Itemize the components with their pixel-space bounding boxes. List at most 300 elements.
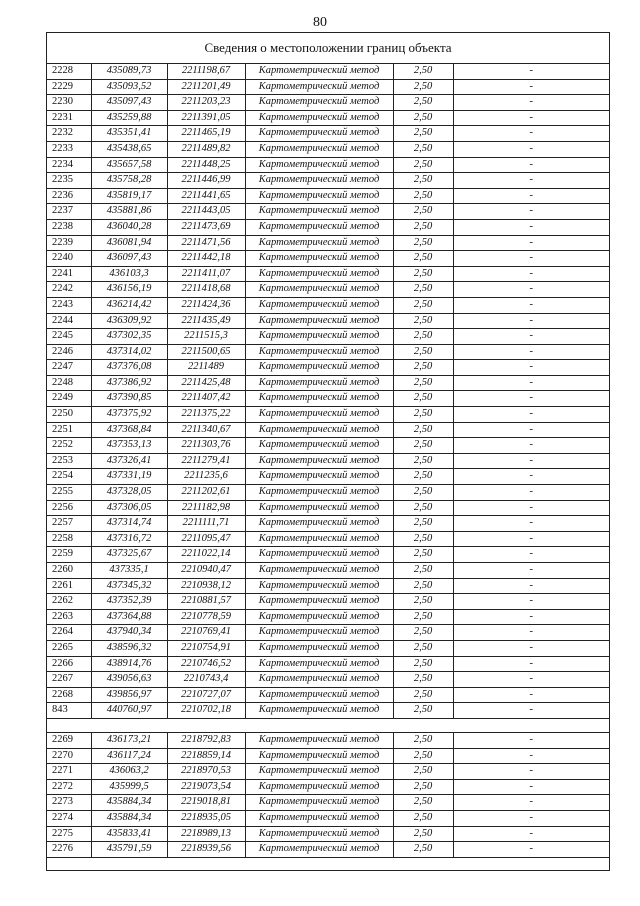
description-cell: - [453,609,609,625]
point-number-cell: 2239 [47,235,91,251]
description-cell: - [453,282,609,298]
accuracy-cell: 2,50 [393,703,453,719]
method-cell: Картометрический метод [245,344,393,360]
method-cell: Картометрический метод [245,79,393,95]
point-number-cell: 2259 [47,547,91,563]
y-coordinate-cell: 2211418,68 [167,282,245,298]
y-coordinate-cell: 2218792,83 [167,732,245,748]
table-row [47,157,609,173]
accuracy-cell: 2,50 [393,547,453,563]
x-coordinate-cell: 436214,42 [91,297,167,313]
point-number-cell: 2246 [47,344,91,360]
description-cell: - [453,422,609,438]
y-coordinate-cell: 2211202,61 [167,485,245,501]
x-coordinate-cell: 436081,94 [91,235,167,251]
y-coordinate-cell: 2211435,49 [167,313,245,329]
description-cell: - [453,563,609,579]
description-cell: - [453,141,609,157]
x-coordinate-cell: 437316,72 [91,531,167,547]
table-row [47,110,609,126]
accuracy-cell: 2,50 [393,625,453,641]
table-row [47,609,609,625]
table-row [47,391,609,407]
description-cell: - [453,110,609,126]
x-coordinate-cell: 440760,97 [91,703,167,719]
y-coordinate-cell: 2211500,65 [167,344,245,360]
point-number-cell: 2267 [47,672,91,688]
accuracy-cell: 2,50 [393,578,453,594]
y-coordinate-cell: 2211411,07 [167,266,245,282]
accuracy-cell: 2,50 [393,732,453,748]
y-coordinate-cell: 2218935,05 [167,810,245,826]
description-cell: - [453,391,609,407]
point-number-cell: 2237 [47,204,91,220]
accuracy-cell: 2,50 [393,282,453,298]
method-cell: Картометрический метод [245,329,393,345]
table-row [47,764,609,780]
description-cell: - [453,219,609,235]
table-row [47,732,609,748]
x-coordinate-cell: 436103,3 [91,266,167,282]
table-row [47,469,609,485]
table-row [47,173,609,189]
x-coordinate-cell: 435758,28 [91,173,167,189]
y-coordinate-cell: 2211442,18 [167,251,245,267]
point-number-cell: 2264 [47,625,91,641]
accuracy-cell: 2,50 [393,422,453,438]
x-coordinate-cell: 437331,19 [91,469,167,485]
x-coordinate-cell: 437328,05 [91,485,167,501]
point-number-cell: 2243 [47,297,91,313]
method-cell: Картометрический метод [245,375,393,391]
y-coordinate-cell: 2211391,05 [167,110,245,126]
method-cell: Картометрический метод [245,764,393,780]
x-coordinate-cell: 437302,35 [91,329,167,345]
description-cell: - [453,329,609,345]
accuracy-cell: 2,50 [393,810,453,826]
point-number-cell: 2269 [47,732,91,748]
method-cell: Картометрический метод [245,656,393,672]
point-number-cell: 2272 [47,779,91,795]
x-coordinate-cell: 437353,13 [91,438,167,454]
description-cell: - [453,251,609,267]
y-coordinate-cell: 2211424,36 [167,297,245,313]
accuracy-cell: 2,50 [393,157,453,173]
description-cell: - [453,235,609,251]
description-cell: - [453,842,609,858]
x-coordinate-cell: 438914,76 [91,656,167,672]
table-row [47,360,609,376]
y-coordinate-cell: 2211235,6 [167,469,245,485]
y-coordinate-cell: 2211182,98 [167,500,245,516]
y-coordinate-cell: 2210754,91 [167,640,245,656]
point-number-cell: 2240 [47,251,91,267]
y-coordinate-cell: 2211473,69 [167,219,245,235]
accuracy-cell: 2,50 [393,251,453,267]
table-row [47,779,609,795]
description-cell: - [453,173,609,189]
method-cell: Картометрический метод [245,485,393,501]
x-coordinate-cell: 437335,1 [91,563,167,579]
accuracy-cell: 2,50 [393,779,453,795]
table-row [47,188,609,204]
table-row [47,842,609,858]
accuracy-cell: 2,50 [393,360,453,376]
point-number-cell: 2268 [47,687,91,703]
method-cell: Картометрический метод [245,407,393,423]
y-coordinate-cell: 2211425,48 [167,375,245,391]
description-cell: - [453,266,609,282]
description-cell: - [453,748,609,764]
method-cell: Картометрический метод [245,204,393,220]
table-row [47,640,609,656]
method-cell: Картометрический метод [245,126,393,142]
description-cell: - [453,640,609,656]
y-coordinate-cell: 2219018,81 [167,795,245,811]
y-coordinate-cell: 2211095,47 [167,531,245,547]
x-coordinate-cell: 435999,5 [91,779,167,795]
table-row [47,748,609,764]
table-row [47,826,609,842]
table-row [47,235,609,251]
x-coordinate-cell: 437386,92 [91,375,167,391]
method-cell: Картометрический метод [245,625,393,641]
method-cell: Картометрический метод [245,188,393,204]
point-number-cell: 2253 [47,453,91,469]
y-coordinate-cell: 2210881,57 [167,594,245,610]
description-cell: - [453,485,609,501]
y-coordinate-cell: 2211407,42 [167,391,245,407]
separator-cell [47,718,609,732]
y-coordinate-cell: 2211443,05 [167,204,245,220]
point-number-cell: 2233 [47,141,91,157]
description-cell: - [453,516,609,532]
method-cell: Картометрический метод [245,779,393,795]
description-cell: - [453,795,609,811]
accuracy-cell: 2,50 [393,795,453,811]
method-cell: Картометрический метод [245,282,393,298]
accuracy-cell: 2,50 [393,235,453,251]
y-coordinate-cell: 2211111,71 [167,516,245,532]
x-coordinate-cell: 437306,05 [91,500,167,516]
x-coordinate-cell: 439056,63 [91,672,167,688]
y-coordinate-cell: 2211279,41 [167,453,245,469]
method-cell: Картометрический метод [245,235,393,251]
table-row [47,204,609,220]
accuracy-cell: 2,50 [393,344,453,360]
point-number-cell: 2245 [47,329,91,345]
accuracy-cell: 2,50 [393,391,453,407]
x-coordinate-cell: 435791,59 [91,842,167,858]
point-number-cell: 2275 [47,826,91,842]
accuracy-cell: 2,50 [393,485,453,501]
x-coordinate-cell: 437364,88 [91,609,167,625]
y-coordinate-cell: 2211340,67 [167,422,245,438]
x-coordinate-cell: 437376,08 [91,360,167,376]
table-row [47,500,609,516]
description-cell: - [453,313,609,329]
point-number-cell: 2265 [47,640,91,656]
point-number-cell: 2241 [47,266,91,282]
description-cell: - [453,703,609,719]
description-cell: - [453,594,609,610]
x-coordinate-cell: 437368,84 [91,422,167,438]
description-cell: - [453,531,609,547]
y-coordinate-cell: 2210727,07 [167,687,245,703]
accuracy-cell: 2,50 [393,407,453,423]
x-coordinate-cell: 436309,92 [91,313,167,329]
table-row [47,126,609,142]
point-number-cell: 2229 [47,79,91,95]
accuracy-cell: 2,50 [393,563,453,579]
point-number-cell: 2234 [47,157,91,173]
method-cell: Картометрический метод [245,547,393,563]
description-cell: - [453,95,609,111]
accuracy-cell: 2,50 [393,826,453,842]
table-row [47,407,609,423]
table-row [47,547,609,563]
accuracy-cell: 2,50 [393,516,453,532]
description-cell: - [453,188,609,204]
point-number-cell: 2261 [47,578,91,594]
table-row [47,141,609,157]
accuracy-cell: 2,50 [393,438,453,454]
accuracy-cell: 2,50 [393,95,453,111]
y-coordinate-cell: 2210940,47 [167,563,245,579]
description-cell: - [453,656,609,672]
y-coordinate-cell: 2211471,56 [167,235,245,251]
method-cell: Картометрический метод [245,313,393,329]
y-coordinate-cell: 2210702,18 [167,703,245,719]
point-number-cell: 2252 [47,438,91,454]
y-coordinate-cell: 2211198,67 [167,64,245,79]
accuracy-cell: 2,50 [393,219,453,235]
description-cell: - [453,375,609,391]
table-row [47,329,609,345]
accuracy-cell: 2,50 [393,313,453,329]
y-coordinate-cell: 2210778,59 [167,609,245,625]
accuracy-cell: 2,50 [393,110,453,126]
x-coordinate-cell: 435351,41 [91,126,167,142]
accuracy-cell: 2,50 [393,64,453,79]
y-coordinate-cell: 2211203,23 [167,95,245,111]
table-row [47,672,609,688]
description-cell: - [453,297,609,313]
x-coordinate-cell: 437390,85 [91,391,167,407]
x-coordinate-cell: 436097,43 [91,251,167,267]
x-coordinate-cell: 439856,97 [91,687,167,703]
x-coordinate-cell: 436117,24 [91,748,167,764]
accuracy-cell: 2,50 [393,672,453,688]
description-cell: - [453,732,609,748]
x-coordinate-cell: 437375,92 [91,407,167,423]
description-cell: - [453,453,609,469]
x-coordinate-cell: 435884,34 [91,795,167,811]
point-number-cell: 2255 [47,485,91,501]
method-cell: Картометрический метод [245,95,393,111]
point-number-cell: 843 [47,703,91,719]
description-cell: - [453,126,609,142]
accuracy-cell: 2,50 [393,842,453,858]
accuracy-cell: 2,50 [393,375,453,391]
x-coordinate-cell: 435259,88 [91,110,167,126]
method-cell: Картометрический метод [245,842,393,858]
point-number-cell: 2232 [47,126,91,142]
method-cell: Картометрический метод [245,687,393,703]
point-number-cell: 2251 [47,422,91,438]
method-cell: Картометрический метод [245,297,393,313]
coordinates-table [47,64,609,858]
accuracy-cell: 2,50 [393,531,453,547]
table-row [47,64,609,79]
accuracy-cell: 2,50 [393,687,453,703]
point-number-cell: 2271 [47,764,91,780]
method-cell: Картометрический метод [245,672,393,688]
x-coordinate-cell: 438596,32 [91,640,167,656]
accuracy-cell: 2,50 [393,204,453,220]
table-row [47,422,609,438]
x-coordinate-cell: 435089,73 [91,64,167,79]
method-cell: Картометрический метод [245,469,393,485]
x-coordinate-cell: 437314,74 [91,516,167,532]
table-row [47,282,609,298]
method-cell: Картометрический метод [245,640,393,656]
y-coordinate-cell: 2211448,25 [167,157,245,173]
x-coordinate-cell: 436156,19 [91,282,167,298]
point-number-cell: 2270 [47,748,91,764]
accuracy-cell: 2,50 [393,453,453,469]
accuracy-cell: 2,50 [393,748,453,764]
x-coordinate-cell: 436040,28 [91,219,167,235]
x-coordinate-cell: 437326,41 [91,453,167,469]
method-cell: Картометрический метод [245,438,393,454]
point-number-cell: 2257 [47,516,91,532]
point-number-cell: 2254 [47,469,91,485]
accuracy-cell: 2,50 [393,640,453,656]
method-cell: Картометрический метод [245,795,393,811]
x-coordinate-cell: 437352,39 [91,594,167,610]
table-row [47,485,609,501]
table-row [47,795,609,811]
x-coordinate-cell: 437325,67 [91,547,167,563]
table-row [47,297,609,313]
x-coordinate-cell: 435657,58 [91,157,167,173]
point-number-cell: 2235 [47,173,91,189]
y-coordinate-cell: 2211303,76 [167,438,245,454]
method-cell: Картометрический метод [245,609,393,625]
accuracy-cell: 2,50 [393,329,453,345]
point-number-cell: 2262 [47,594,91,610]
point-number-cell: 2263 [47,609,91,625]
method-cell: Картометрический метод [245,826,393,842]
point-number-cell: 2250 [47,407,91,423]
x-coordinate-cell: 435881,86 [91,204,167,220]
description-cell: - [453,64,609,79]
y-coordinate-cell: 2219073,54 [167,779,245,795]
description-cell: - [453,578,609,594]
x-coordinate-cell: 436173,21 [91,732,167,748]
method-cell: Картометрический метод [245,266,393,282]
description-cell: - [453,79,609,95]
point-number-cell: 2266 [47,656,91,672]
x-coordinate-cell: 435833,41 [91,826,167,842]
x-coordinate-cell: 435438,65 [91,141,167,157]
method-cell: Картометрический метод [245,141,393,157]
table-row [47,563,609,579]
x-coordinate-cell: 435819,17 [91,188,167,204]
description-cell: - [453,547,609,563]
method-cell: Картометрический метод [245,810,393,826]
method-cell: Картометрический метод [245,703,393,719]
method-cell: Картометрический метод [245,500,393,516]
method-cell: Картометрический метод [245,578,393,594]
point-number-cell: 2230 [47,95,91,111]
coordinates-sheet [46,32,610,871]
point-number-cell: 2247 [47,360,91,376]
description-cell: - [453,407,609,423]
point-number-cell: 2256 [47,500,91,516]
table-row [47,266,609,282]
accuracy-cell: 2,50 [393,500,453,516]
y-coordinate-cell: 2218989,13 [167,826,245,842]
table-row [47,810,609,826]
accuracy-cell: 2,50 [393,188,453,204]
method-cell: Картометрический метод [245,516,393,532]
x-coordinate-cell: 435097,43 [91,95,167,111]
method-cell: Картометрический метод [245,453,393,469]
y-coordinate-cell: 2211446,99 [167,173,245,189]
method-cell: Картометрический метод [245,110,393,126]
table-row [47,219,609,235]
description-cell: - [453,779,609,795]
x-coordinate-cell: 437940,34 [91,625,167,641]
description-cell: - [453,469,609,485]
x-coordinate-cell: 435093,52 [91,79,167,95]
method-cell: Картометрический метод [245,594,393,610]
y-coordinate-cell: 2211465,19 [167,126,245,142]
y-coordinate-cell: 2210769,41 [167,625,245,641]
description-cell: - [453,344,609,360]
y-coordinate-cell: 2211489,82 [167,141,245,157]
table-row [47,687,609,703]
y-coordinate-cell: 2218970,53 [167,764,245,780]
page-number: 80 [313,15,327,30]
point-number-cell: 2236 [47,188,91,204]
method-cell: Картометрический метод [245,64,393,79]
table-row [47,594,609,610]
point-number-cell: 2260 [47,563,91,579]
table-row [47,251,609,267]
point-number-cell: 2273 [47,795,91,811]
method-cell: Картометрический метод [245,360,393,376]
y-coordinate-cell: 2211489 [167,360,245,376]
accuracy-cell: 2,50 [393,141,453,157]
method-cell: Картометрический метод [245,563,393,579]
accuracy-cell: 2,50 [393,126,453,142]
table-row [47,656,609,672]
description-cell: - [453,764,609,780]
method-cell: Картометрический метод [245,391,393,407]
description-cell: - [453,500,609,516]
point-number-cell: 2274 [47,810,91,826]
x-coordinate-cell: 437345,32 [91,578,167,594]
y-coordinate-cell: 2218939,56 [167,842,245,858]
method-cell: Картометрический метод [245,219,393,235]
table-row [47,516,609,532]
x-coordinate-cell: 436063,2 [91,764,167,780]
table-row [47,703,609,719]
table-row [47,344,609,360]
